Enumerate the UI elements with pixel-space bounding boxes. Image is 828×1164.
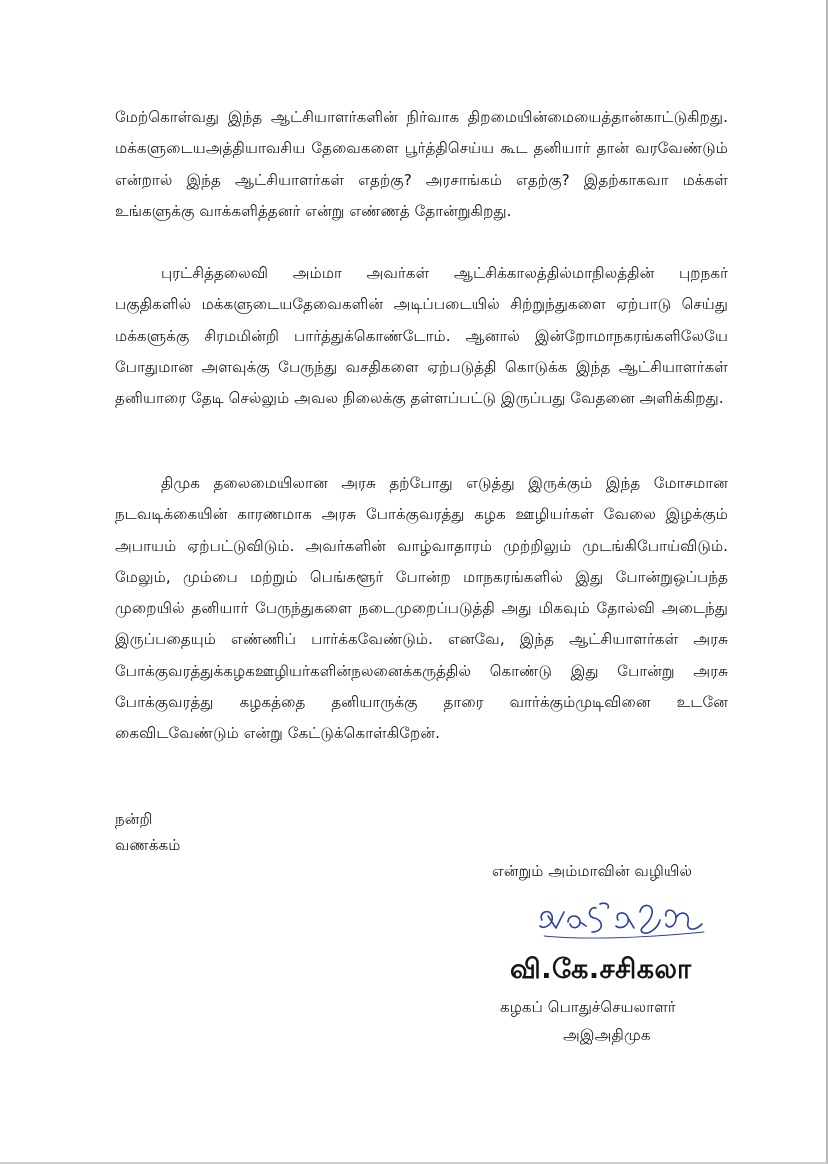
handwritten-signature [534, 898, 714, 944]
signoff-line: என்றும் அம்மாவின் வழியில் [492, 862, 693, 880]
closing-regards: வணக்கம் [115, 836, 181, 854]
letter-paragraph-2 [115, 258, 728, 414]
sender-party: அஇஅதிமுக [563, 1026, 651, 1044]
letter-paragraph-1 [115, 102, 728, 227]
closing-thanks: நன்றி [115, 810, 153, 828]
paragraph-text: திமுக தலைமையிலான அரசு தற்போது எடுத்து இருக்கும் இந்த மோசமான நடவடிக்கையின் காரணமாக அரசு போக்குவரத்து கழக ஊழியர்கள் வேலை இழக்கும் அபாயம் ஏற்பட்டுவிடும். அவர்களின் வாழ்வாதாரம் முற்றிலும் முடங்கிபோய்விடும். மேலும், மும்பை மற்றும் பெங்களூர் போன்ற மாநகரங்களில் இது போன்றுஒப்பந்த முறையில் தனியார் பேருந்துகளை நடைமுறைப்படுத்தி அது மிகவும் தோல்வி அடைந்து இருப்பதையும் எண்ணிப் பார்க்கவேண்டும். எனவே, இந்த ஆட்சியாளர்கள் அரசு போக்குவரத்துக்கழகஊழியர்களின்நலனைக்கருத்தில் கொண்டு இது போன்று அரசு போக்குவரத்து கழகத்தை தனியாருக்கு தாரை வார்க்கும்முடிவினை உடனே கைவிடவேண்டும் என்று கேட்டுக்கொள்கிறேன். [115, 474, 728, 743]
paragraph-text: புரட்சித்தலைவி அம்மா அவர்கள் ஆட்சிக்காலத்தில்மாநிலத்தின் புறநகர் பகுதிகளில் மக்களுடையதேவைகளின் அடிப்படையில் சிற்றுந்துகளை ஏற்பாடு செய்து மக்களுக்கு சிரமமின்றி பார்த்துக்கொண்டோம். ஆனால் இன்றோமாநகரங்களிலேயே போதுமான அளவுக்கு பேருந்து வசதிகளை ஏற்படுத்தி கொடுக்க இந்த ஆட்சியாளர்கள் தனியாரை தேடி செல்லும் அவல நிலைக்கு தள்ளப்பட்டு இருப்பது வேதனை அளிக்கிறது. [115, 264, 728, 408]
sender-name: வி.கே.சசிகலா [510, 954, 692, 985]
sender-designation: கழகப் பொதுச்செயலாளர் [500, 998, 676, 1016]
letter-paragraph-3 [115, 468, 728, 750]
paragraph-text: மேற்கொள்வது இந்த ஆட்சியாளர்களின் நிர்வாக திறமையின்மையைத்தான்காட்டுகிறது. மக்களுடையஅத்தியாவசிய தேவைகளை பூர்த்திசெய்ய கூட தனியார் தான் வரவேண்டும் என்றால் இந்த ஆட்சியாளர்கள் எதற்கு? அரசாங்கம் எதற்கு? இதற்காகவா மக்கள் உங்களுக்கு வாக்களித்தனர் என்று எண்ணத் தோன்றுகிறது. [115, 108, 728, 220]
